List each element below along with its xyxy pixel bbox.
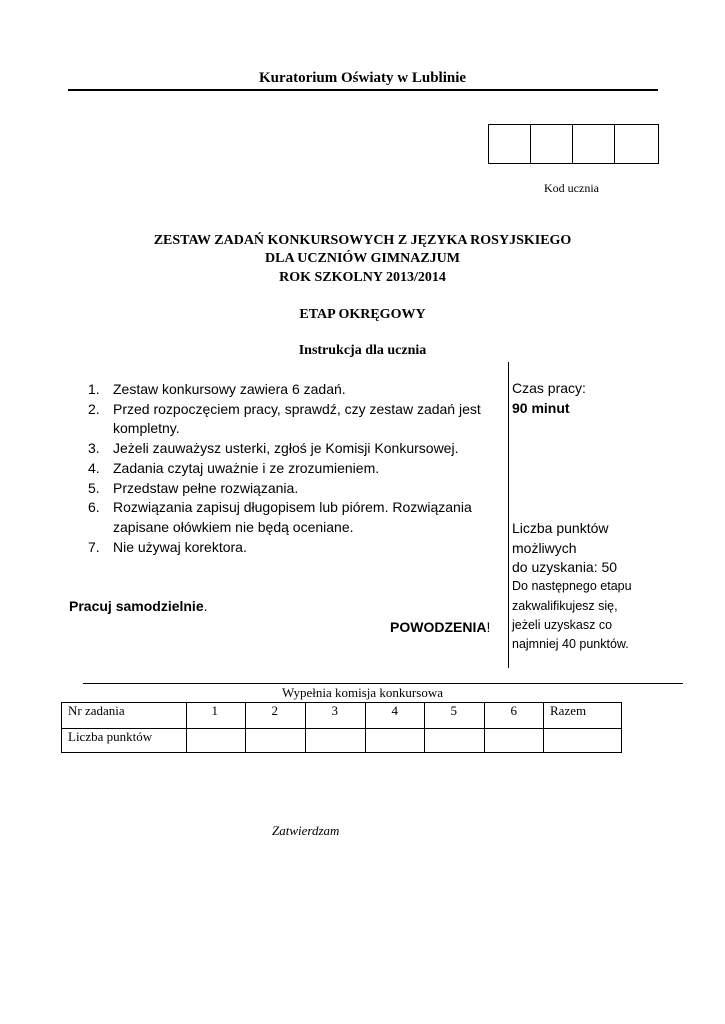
student-code-label: Kod ucznia — [544, 181, 599, 195]
good-luck-text: POWODZENIA — [390, 619, 487, 635]
qualify-line-4: najmniej 40 punktów. — [512, 637, 629, 651]
task-number-cell: 3 — [306, 703, 366, 729]
task-number-cell: 6 — [485, 703, 544, 729]
title-line-1: ZESTAW ZADAŃ KONKURSOWYCH Z JĘZYKA ROSYJSKIEGO — [153, 233, 572, 248]
task-number-cell: 1 — [187, 703, 246, 729]
approval-label: Zatwierdzam — [272, 823, 340, 838]
task-number-cell: 4 — [366, 703, 425, 729]
instruction-number: 5. — [88, 479, 100, 496]
institution-header: Kuratorium Oświaty w Lublinie — [258, 70, 467, 86]
student-code-boxes — [488, 124, 659, 164]
instruction-number: 1. — [88, 381, 100, 397]
good-luck-suffix: ! — [486, 619, 491, 635]
student-code-box[interactable] — [489, 125, 531, 163]
points-cell[interactable] — [485, 729, 544, 753]
title-line-2: DLA UCZNIÓW GIMNAZJUM — [265, 251, 460, 266]
task-number-row — [62, 703, 622, 729]
instruction-text: Zestaw konkursowy zawiera 6 zadań. — [113, 381, 346, 397]
student-code-box[interactable] — [531, 125, 573, 163]
instruction-number: 3. — [88, 440, 100, 457]
title-line-3: ROK SZKOLNY 2013/2014 — [279, 270, 446, 285]
instruction-number: 7. — [88, 538, 100, 555]
work-alone-note — [69, 598, 208, 614]
header-divider — [68, 89, 658, 91]
time-label: Czas pracy: — [512, 380, 586, 396]
good-luck-note — [390, 619, 490, 635]
instruction-item — [88, 400, 506, 439]
instruction-text: Nie używaj korektora. — [113, 538, 247, 555]
instruction-number: 2. — [88, 400, 100, 417]
instructions-list — [88, 380, 506, 557]
instruction-item — [88, 479, 506, 499]
points-cell[interactable] — [246, 729, 306, 753]
work-alone-text: Pracuj samodzielnie — [69, 598, 204, 614]
instruction-text: Jeżeli zauważysz usterki, zgłoś je Komisji Konkursowej. — [113, 440, 459, 457]
qualify-line-3: jeżeli uzyskasz co — [512, 618, 613, 632]
task-number-cell: 5 — [425, 703, 485, 729]
instruction-number: 4. — [88, 459, 100, 476]
instruction-item — [88, 380, 506, 400]
work-alone-suffix: . — [203, 598, 208, 614]
student-code-box[interactable] — [573, 125, 615, 163]
instruction-text: Przedstaw pełne rozwiązania. — [113, 479, 299, 496]
stage-title: ETAP OKRĘGOWY — [299, 307, 426, 322]
instruction-item — [88, 538, 506, 558]
total-label: Razem — [544, 703, 622, 729]
instructions-heading: Instrukcja dla ucznia — [298, 343, 427, 358]
instruction-text: Rozwiązania zapisuj długopisem lub piórem. Rozwiązania zapisane ołówkiem nie będą oceniane. — [113, 499, 472, 535]
points-cell[interactable] — [425, 729, 485, 753]
points-line-1: Liczba punktów — [512, 520, 609, 536]
task-number-cell: 2 — [246, 703, 306, 729]
column-divider — [508, 362, 509, 668]
instruction-text: Przed rozpoczęciem pracy, sprawdź, czy zestaw zadań jest kompletny. — [113, 400, 481, 437]
instruction-text: Zadania czytaj uważnie i ze zrozumieniem. — [113, 459, 380, 476]
score-table — [61, 702, 622, 753]
row-label-task-number: Nr zadania — [62, 703, 187, 729]
points-cell[interactable] — [306, 729, 366, 753]
points-line-2: możliwych — [512, 540, 577, 556]
committee-label: Wypełnia komisja konkursowa — [282, 685, 443, 700]
qualify-line-1: Do następnego etapu — [512, 579, 632, 593]
instruction-item — [88, 498, 506, 537]
points-row — [62, 729, 622, 753]
row-label-points: Liczba punktów — [62, 729, 187, 753]
points-line-3: do uzyskania: 50 — [512, 559, 618, 575]
points-cell[interactable] — [366, 729, 425, 753]
instruction-item — [88, 439, 506, 459]
time-value: 90 minut — [512, 400, 570, 416]
total-points-cell[interactable] — [544, 729, 622, 753]
instruction-number: 6. — [88, 499, 100, 516]
student-code-box[interactable] — [615, 125, 658, 163]
instruction-item — [88, 459, 506, 479]
committee-divider — [83, 683, 683, 684]
points-cell[interactable] — [187, 729, 246, 753]
qualify-line-2: zakwalifikujesz się, — [512, 599, 618, 613]
